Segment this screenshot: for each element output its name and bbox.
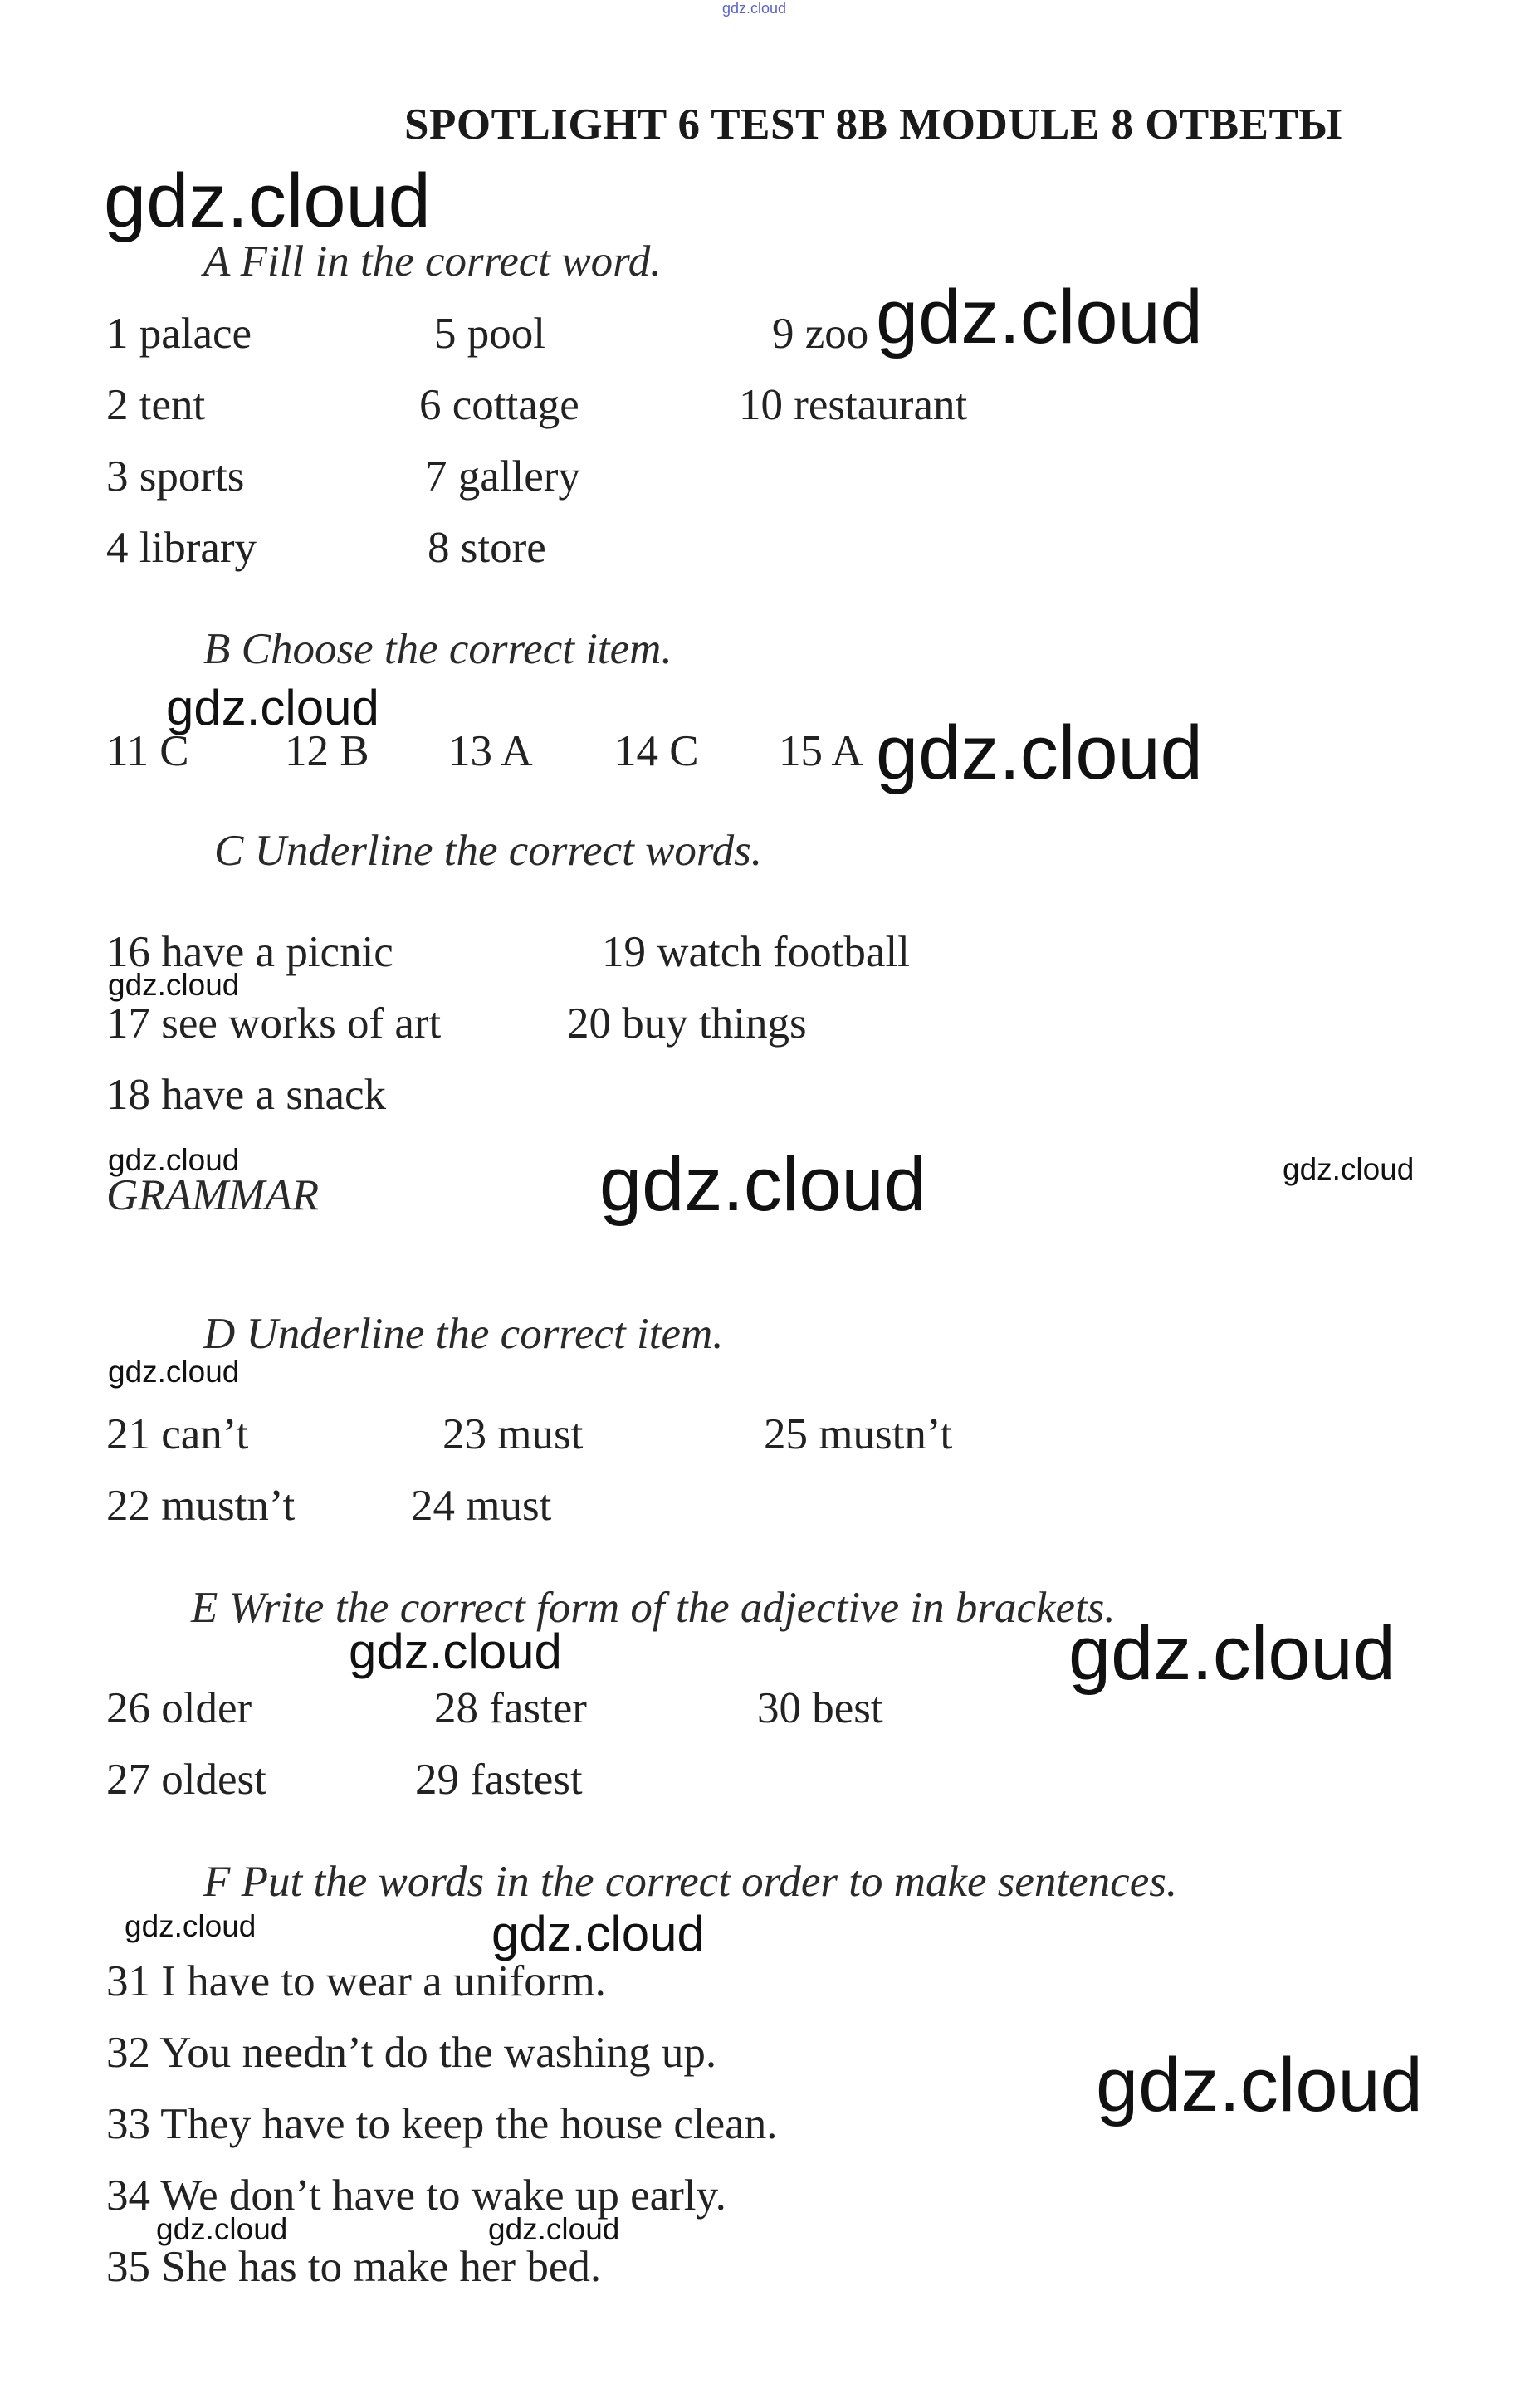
answer-17: 17 see works of art (106, 999, 442, 1048)
watermark: gdz.cloud (876, 711, 1203, 795)
watermark: gdz.cloud (488, 2212, 620, 2246)
answer-1: 1 palace (106, 310, 252, 358)
answer-20: 20 buy things (567, 999, 807, 1048)
answer-9: 9 zoo (772, 310, 869, 358)
answer-3: 3 sports (106, 452, 245, 501)
answer-13: 13 A (448, 727, 533, 775)
answer-32: 32 You needn’t do the washing up. (106, 2029, 717, 2077)
answer-11: 11 C (106, 727, 189, 775)
section-b-heading: B Choose the correct item. (203, 625, 672, 673)
section-f-heading: F Put the words in the correct order to make sentences. (203, 1858, 1178, 1906)
answer-21: 21 can’t (106, 1410, 249, 1458)
watermark: gdz.cloud (349, 1624, 562, 1679)
watermark: gdz.cloud (166, 680, 379, 735)
section-d-heading: D Underline the correct item. (203, 1310, 724, 1358)
watermark: gdz.cloud (1068, 1611, 1395, 1696)
section-e-heading: E Write the correct form of the adjective in brackets. (191, 1584, 1116, 1632)
watermark: gdz.cloud (876, 275, 1203, 359)
answer-15: 15 A (779, 727, 863, 775)
answer-33: 33 They have to keep the house clean. (106, 2100, 778, 2148)
answer-2: 2 tent (106, 381, 206, 429)
answer-24: 24 must (411, 1482, 552, 1530)
watermark: gdz.cloud (108, 968, 240, 1002)
section-a-heading: A Fill in the correct word. (203, 237, 662, 286)
answer-6: 6 cottage (419, 381, 579, 429)
answer-19: 19 watch football (602, 928, 910, 976)
answer-28: 28 faster (434, 1684, 587, 1732)
answer-31: 31 I have to wear a uniform. (106, 1957, 606, 2005)
watermark: gdz.cloud (491, 1906, 705, 1961)
answer-27: 27 oldest (106, 1756, 266, 1804)
answer-8: 8 store (428, 524, 546, 572)
answer-7: 7 gallery (425, 452, 580, 501)
watermark: gdz.cloud (104, 159, 431, 243)
answer-12: 12 B (285, 727, 369, 775)
answer-34: 34 We don’t have to wake up early. (106, 2171, 726, 2220)
grammar-label: GRAMMAR (106, 1171, 320, 1219)
watermark: gdz.cloud (125, 1909, 257, 1943)
watermark-top: gdz.cloud (722, 0, 787, 17)
watermark: gdz.cloud (156, 2212, 288, 2246)
answer-18: 18 have a snack (106, 1071, 386, 1119)
watermark: gdz.cloud (108, 1143, 240, 1177)
section-c-heading: C Underline the correct words. (214, 827, 762, 875)
answer-16: 16 have a picnic (106, 928, 393, 976)
answer-35: 35 She has to make her bed. (106, 2243, 602, 2291)
answer-29: 29 fastest (415, 1756, 583, 1804)
answer-4: 4 library (106, 524, 257, 572)
answer-26: 26 older (106, 1684, 252, 1732)
watermark: gdz.cloud (1096, 2043, 1423, 2127)
watermark: gdz.cloud (1283, 1152, 1415, 1186)
answer-22: 22 mustn’t (106, 1482, 296, 1530)
answer-10: 10 restaurant (739, 381, 968, 429)
answer-25: 25 mustn’t (764, 1410, 953, 1458)
watermark: gdz.cloud (108, 1355, 240, 1389)
page-title: SPOTLIGHT 6 TEST 8B MODULE 8 ОТВЕТЫ (404, 100, 1342, 149)
watermark: gdz.cloud (599, 1142, 926, 1227)
answer-14: 14 C (614, 727, 699, 775)
answer-23: 23 must (442, 1410, 584, 1458)
answer-5: 5 pool (434, 310, 545, 358)
answer-30: 30 best (757, 1684, 883, 1732)
